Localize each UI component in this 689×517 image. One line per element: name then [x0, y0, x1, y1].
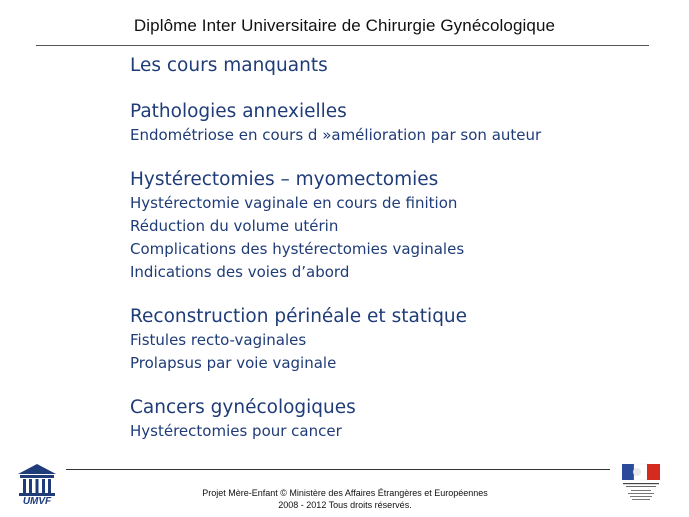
slide-content — [130, 54, 670, 443]
umvf-logo-text: UMVF — [22, 496, 52, 507]
section-heading-cancers: Cancers gynécologiques — [130, 397, 356, 418]
list-item: Endométriose en cours d »amélioration par son auteur — [130, 126, 542, 144]
list-item: Réduction du volume utérin — [130, 217, 339, 235]
section-heading-reconstruction: Reconstruction périnéale et statique — [130, 306, 468, 327]
header-divider — [36, 45, 649, 46]
footer-copyright — [150, 487, 540, 511]
section-heading-annexielles: Pathologies annexielles — [130, 101, 347, 122]
footer-line-1: Projet Mère-Enfant © Ministère des Affaires Étrangères et Européennes — [202, 488, 488, 498]
footer-line-2: 2008 - 2012 Tous droits réservés. — [278, 500, 412, 510]
list-item: Indications des voies d’abord — [130, 263, 350, 281]
intro-heading: Les cours manquants — [130, 55, 328, 76]
list-item: Prolapsus par voie vaginale — [130, 354, 337, 372]
list-item: Hystérectomie vaginale en cours de finition — [130, 194, 458, 212]
list-item: Fistules recto-vaginales — [130, 331, 307, 349]
list-item: Complications des hystérectomies vaginales — [130, 240, 465, 258]
section-heading-hysterectomies: Hystérectomies – myomectomies — [130, 169, 439, 190]
footer-divider — [66, 469, 610, 470]
page-title: Diplôme Inter Universitaire de Chirurgie Gynécologique — [133, 16, 556, 35]
republique-francaise-logo-icon — [619, 461, 663, 509]
list-item: Hystérectomies pour cancer — [130, 422, 342, 440]
